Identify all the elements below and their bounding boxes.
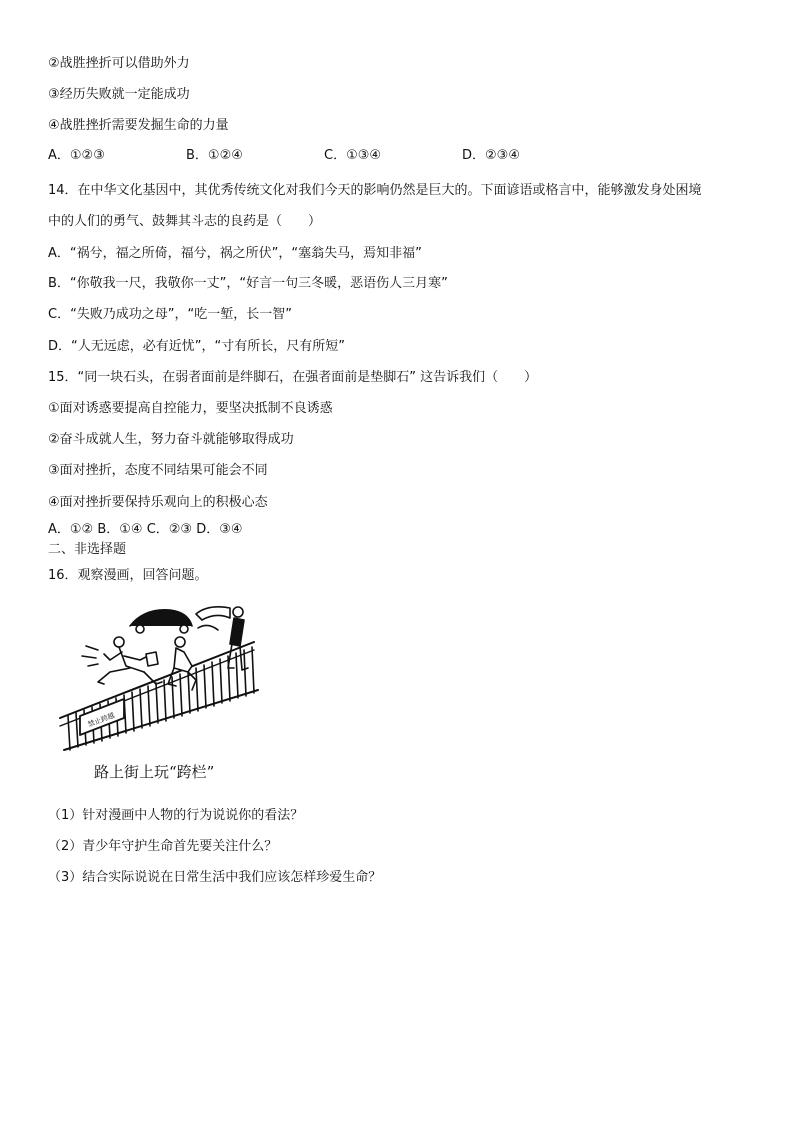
q16-sub-3: （3）结合实际说说在日常生活中我们应该怎样珍爱生命？ xyxy=(48,870,382,885)
q13-option-d: D．②③④ xyxy=(462,148,520,163)
q16-sub-2: （2）青少年守护生命首先要关注什么？ xyxy=(48,839,278,854)
q14-option-c: C．“失败乃成功之母”，“吃一堑，长一智” xyxy=(48,307,293,322)
q16-stem: 16．观察漫画，回答问题。 xyxy=(48,568,208,583)
q14-option-d: D．“人无远虑，必有近忧”，“寸有所长，尺有所短” xyxy=(48,339,345,354)
q13-item-2: ②战胜挫折可以借助外力 xyxy=(48,56,190,71)
q14-option-a: A．“祸兮，福之所倚，福兮，祸之所伏”，“塞翁失马，焉知非福” xyxy=(48,246,422,261)
q13-option-b: B．①②④ xyxy=(186,148,243,163)
q15-item-2: ②奋斗成就人生，努力奋斗就能够取得成功 xyxy=(48,432,294,447)
q13-item-3: ③经历失败就一定能成功 xyxy=(48,87,190,102)
q14-option-b: B．“你敬我一尺，我敬你一丈”，“好言一句三冬暖，恶语伤人三月寒” xyxy=(48,276,448,291)
q15-item-4: ④面对挫折要保持乐观向上的积极心态 xyxy=(48,495,268,510)
cartoon-sign-text: 禁止跨越 xyxy=(86,711,116,729)
q15-item-1: ①面对诱惑要提高自控能力，要坚决抵制不良诱惑 xyxy=(48,401,333,416)
q14-stem-line2: 中的人们的勇气、鼓舞其斗志的良药是（ ） xyxy=(48,214,322,229)
q13-option-a: A．①②③ xyxy=(48,148,105,163)
q13-option-c: C．①③④ xyxy=(324,148,382,163)
q15-options: A．①② B．①④ C．②③ D．③④ xyxy=(48,522,243,537)
q15-item-3: ③面对挫折，态度不同结果可能会不同 xyxy=(48,463,268,478)
q15-stem: 15．“同一块石头，在弱者面前是绊脚石，在强者面前是垫脚石” 这告诉我们（ ） xyxy=(48,370,538,385)
q14-stem-line1: 14．在中华文化基因中，其优秀传统文化对我们今天的影响仍然是巨大的。下面谚语或格言中，能够激发身处困境 xyxy=(48,183,702,198)
q16-sub-1: （1）针对漫画中人物的行为说说你的看法？ xyxy=(48,808,304,823)
section-2-title: 二、非选择题 xyxy=(48,542,127,557)
cartoon-illustration xyxy=(58,602,270,754)
q13-item-4: ④战胜挫折需要发掘生命的力量 xyxy=(48,118,229,133)
cartoon-caption: 路上街上玩“跨栏” xyxy=(94,763,215,781)
